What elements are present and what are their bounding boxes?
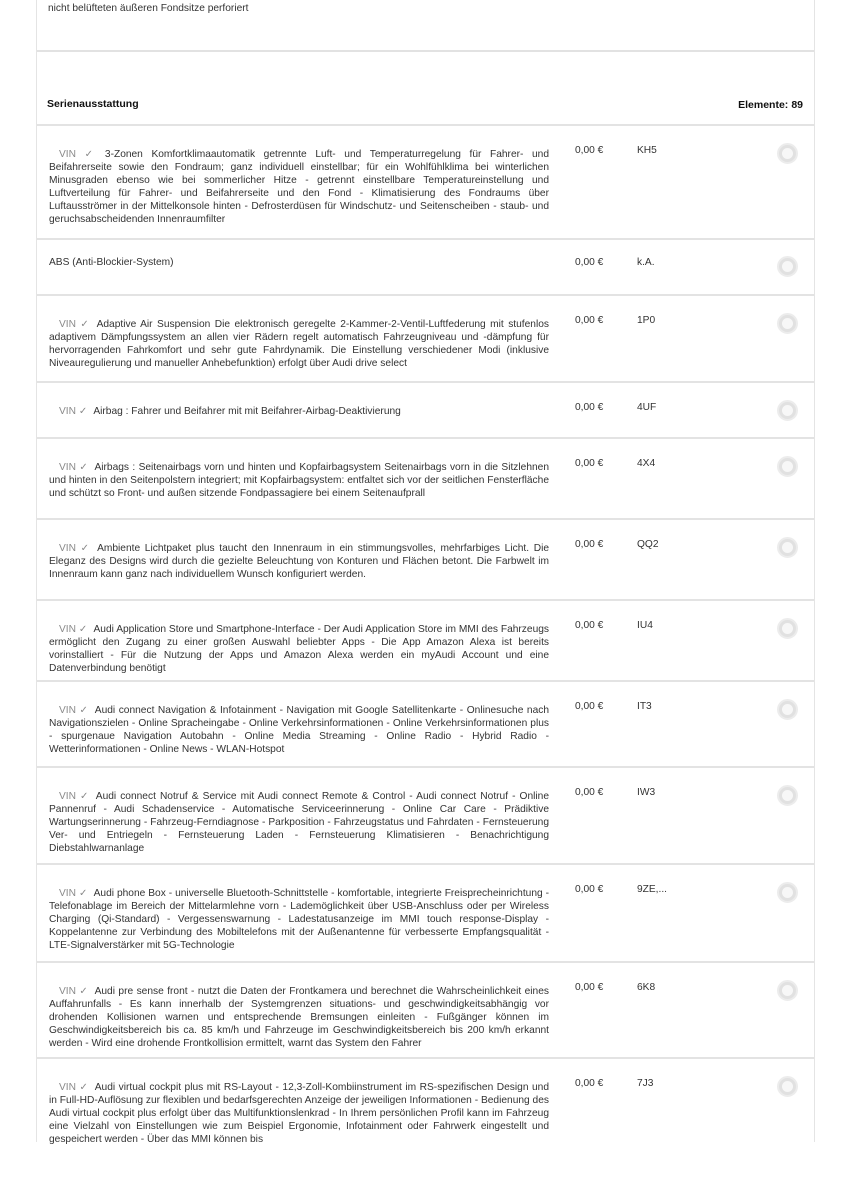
equipment-row — [37, 766, 814, 865]
equipment-code: QQ2 — [637, 539, 659, 550]
vin-badge: VIN ✓ — [59, 705, 89, 716]
equipment-description — [49, 623, 549, 675]
equipment-text: Audi connect Notruf & Service mit Audi connect Remote & Control - Audi connect Notruf - Online Pannenruf - Audi Schadenservice - Automatische Serviceerinnerung - Online Car Care - Prädiktive Wartungserinnerung - Fahrzeug-Ferndiagnose - Parkposition - Fahrzeugstatus und Fahrdaten - Fernsteuerung Ver- und Entriegeln - Fernsteuerung Laden - Fernsteuerung Klimatisieren - Benachrichtigung Diebstahlwarnanlage — [49, 791, 549, 854]
equipment-description — [49, 405, 549, 418]
select-radio[interactable] — [777, 980, 798, 1001]
equipment-row — [37, 1057, 814, 1169]
equipment-description — [49, 148, 549, 226]
select-radio[interactable] — [777, 1076, 798, 1097]
previous-item-fragment — [37, 0, 814, 52]
equipment-row — [37, 863, 814, 963]
equipment-row — [37, 294, 814, 383]
equipment-description — [49, 790, 549, 855]
select-radio[interactable] — [777, 618, 798, 639]
vin-badge: VIN ✓ — [59, 543, 92, 554]
vin-badge: VIN ✓ — [59, 888, 88, 899]
equipment-row — [37, 381, 814, 439]
equipment-text: Ambiente Lichtpaket plus taucht den Innenraum in ein stimmungsvolles, mehrfarbiges Licht. Die Eleganz des Designs wird durch die gezielte Beleuchtung von Konturen und Flächen betont. Die Farbwelt im Innenraum kann ganz nach individuellem Wunsch konfiguriert werden. — [49, 543, 550, 580]
equipment-price: 0,00 € — [575, 145, 604, 156]
equipment-row — [37, 238, 814, 296]
equipment-text: ABS (Anti-Blockier-System) — [49, 257, 174, 268]
select-radio[interactable] — [777, 785, 798, 806]
equipment-price: 0,00 € — [575, 620, 604, 631]
equipment-text: Audi Application Store und Smartphone-Interface - Der Audi Application Store im MMI des Fahrzeugs ermöglicht den Zugang zu einer großen Auswahl beliebter Apps - Die App Amazon Alexa ist bereits vorinstalliert - Für die Nutzung der Apps und Amazon Alexa werden ein myAudi Account und eine Datenverbindung benötigt — [49, 624, 549, 674]
equipment-sheet — [36, 0, 815, 1145]
equipment-price: 0,00 € — [575, 701, 604, 712]
vin-badge: VIN ✓ — [59, 791, 90, 802]
equipment-description — [49, 318, 549, 370]
equipment-text: Adaptive Air Suspension Die elektronisch geregelte 2-Kammer-2-Ventil-Luftfederung mit stufenlos adaptivem Dämpfungssystem an allen vier Rädern regelt automatisch Fahrzeugniveau und -dämpfung für hervorragenden Fahrkomfort und sehr gute Fahrdynamik. Die Einstellung verschiedener Modi (inklusive Niveauregulierung und manueller Anhebefunktion) erfolgt über Audi drive select — [49, 319, 549, 369]
equipment-price: 0,00 € — [575, 787, 604, 798]
equipment-code: 4X4 — [637, 458, 656, 469]
section-title: Serienausstattung — [47, 98, 139, 110]
equipment-price: 0,00 € — [575, 458, 604, 469]
equipment-price: 0,00 € — [575, 1078, 604, 1089]
select-radio[interactable] — [777, 882, 798, 903]
equipment-code: 9ZE,... — [637, 884, 668, 895]
equipment-code: 6K8 — [637, 982, 656, 993]
equipment-price: 0,00 € — [575, 315, 604, 326]
equipment-row — [37, 961, 814, 1059]
equipment-description — [49, 542, 549, 581]
vin-badge: VIN ✓ — [59, 624, 88, 635]
select-radio[interactable] — [777, 400, 798, 421]
select-radio[interactable] — [777, 537, 798, 558]
equipment-price: 0,00 € — [575, 257, 604, 268]
equipment-text: Airbags : Seitenairbags vorn und hinten und Kopfairbagsystem Seitenairbags vorn in die Sitzlehnen und hinten in den Seitenpolstern integriert; mit Kopfairbagsystem: entfaltet sich vor der seitlichen Fensterfläche und schützt so Front- und außen sitzende Fondpassagiere bei einem Seitenaufprall — [49, 462, 549, 499]
equipment-code: IU4 — [637, 620, 653, 631]
equipment-code: 4UF — [637, 402, 657, 413]
equipment-description — [49, 704, 549, 756]
select-radio[interactable] — [777, 313, 798, 334]
select-radio[interactable] — [777, 699, 798, 720]
select-radio[interactable] — [777, 256, 798, 277]
equipment-code: IW3 — [637, 787, 656, 798]
vin-badge: VIN ✓ — [59, 1082, 89, 1093]
element-count-value: 89 — [791, 99, 803, 111]
vin-badge: VIN ✓ — [59, 149, 99, 160]
vin-badge: VIN ✓ — [59, 319, 91, 330]
equipment-text: Airbag : Fahrer und Beifahrer mit mit Beifahrer-Airbag-Deaktivierung — [93, 406, 401, 417]
equipment-price: 0,00 € — [575, 402, 604, 413]
vin-badge: VIN ✓ — [59, 406, 88, 417]
equipment-text: Audi connect Navigation & Infotainment - Navigation mit Google Satellitenkarte - Onlinesuche nach Navigationszielen - Online Spracheingabe - Online Verkehrsinformationen - Online Verkehrsinformationen plus - spurgenaue Navigation Autobahn - Online Media Streaming - Online Radio - Hybrid Radio - Wetterinformationen - Online News - WLAN-Hotspot — [49, 705, 549, 755]
equipment-row — [37, 680, 814, 768]
equipment-row — [37, 518, 814, 601]
previous-item-text: nicht belüfteten äußeren Fondsitze perforiert — [48, 3, 249, 14]
equipment-row — [37, 124, 814, 240]
equipment-text: Audi phone Box - universelle Bluetooth-Schnittstelle - komfortable, integrierte Freisprecheinrichtung - Telefonablage im Bereich der Mittelarmlehne vorn - Lademöglichkeit über USB-Anschluss oder per Wireless Charging (Qi-Standard) - Vergessenswarnung - Ladestatusanzeige im MMI touch response-Display - Koppelantenne zur Verbindung des Mobiltelefons mit der Außenantenne für verbesserte Empfangsqualität - LTE-Signalverstärker mit 5G-Technologie — [49, 888, 549, 951]
section-header — [37, 52, 814, 124]
equipment-price: 0,00 € — [575, 982, 604, 993]
equipment-row — [37, 599, 814, 682]
equipment-price: 0,00 € — [575, 539, 604, 550]
element-count — [738, 99, 803, 111]
element-count-label: Elemente: — [738, 99, 789, 111]
equipment-code: KH5 — [637, 145, 657, 156]
equipment-description — [49, 461, 549, 500]
select-radio[interactable] — [777, 456, 798, 477]
equipment-code: IT3 — [637, 701, 652, 712]
equipment-description — [49, 256, 549, 269]
equipment-code: 1P0 — [637, 315, 656, 326]
equipment-description — [49, 1081, 549, 1146]
select-radio[interactable] — [777, 143, 798, 164]
equipment-text: 3-Zonen Komfortklimaautomatik getrennte Luft- und Temperaturregelung für Fahrer- und Beifahrerseite sowie den Fondraum; ganz individuell einstellbar; für ein Wohlfühlklima bei winterlichen Minusgraden ebenso wie bei sommerlicher Hitze - getrennt einstellbare Temperatureinstellung und Luftverteilung für Fahrer- und Beifahrerseite und den Fond - Klimatisierung des Fondraums über Luftausströmer in der Mittelkonsole hinten - Defrosterdüsen für Windschutz- und Seitenscheiben - staub- und geruchsabscheidenden Innenraumfilter — [49, 149, 549, 225]
equipment-text: Audi virtual cockpit plus mit RS-Layout - 12,3-Zoll-Kombiinstrument im RS-spezifischen Design und in Full-HD-Auflösung zur flexiblen und bedarfsgerechten Anzeige der jeweiligen Informationen - Bedienung des Audi virtual cockpit plus erfolgt über das Multifunktionslenkrad - In Ihrem persönlichen Profil kann im Fahrzeug eine Vielzahl von Einstellungen wie zum Beispiel Ergonomie, Infotainment oder Fahrwerk eingestellt und gespeichert werden - Über das MMI können bis — [49, 1082, 549, 1145]
vin-badge: VIN ✓ — [59, 986, 89, 997]
equipment-code: 7J3 — [637, 1078, 654, 1089]
equipment-price: 0,00 € — [575, 884, 604, 895]
equipment-code: k.A. — [637, 257, 655, 268]
equipment-row — [37, 437, 814, 520]
equipment-text: Audi pre sense front - nutzt die Daten der Frontkamera und berechnet die Wahrscheinlichkeit eines Auffahrunfalls - Es kann innerhalb der Systemgrenzen situations- und geschwindigkeitsabhängig vor drohenden Kollisionen warnen und entsprechende Bremsungen einleiten - Fußgänger können im Geschwindigkeitsbereich bis ca. 85 km/h und Fahrzeuge im Geschwindigkeitsbereich bis 200 km/h erkannt werden - Wird eine drohende Frontkollision ermittelt, warnt das System den Fahrer — [49, 986, 549, 1049]
equipment-description — [49, 887, 549, 952]
equipment-description — [49, 985, 549, 1050]
vin-badge: VIN ✓ — [59, 462, 89, 473]
